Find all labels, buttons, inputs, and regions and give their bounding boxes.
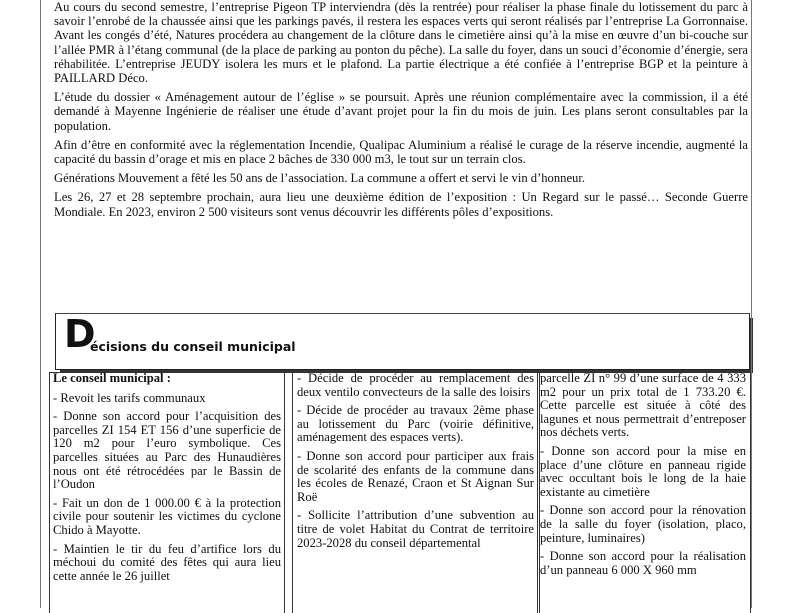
decision-item: - Donne son accord pour la réalisation d’un panneau 6 000 X 960 mm [540, 549, 746, 577]
decision-item: - Revoit les tarifs communaux [53, 390, 206, 405]
decision-item: - Décide de procéder au remplacement des deux ventilo convecteurs de la salle des loisirs [297, 372, 534, 399]
article-body [54, 0, 748, 224]
section-title-box [55, 313, 750, 370]
decision-item: - Donne son accord pour l’acquisition des parcelles ZI 154 ET 156 d’une superficie de 120 m2 pour l’euro symbolique. Ces parcelles situées au Parc des Hunaudières nous ont été rétrocédées par le Bassin de l’Oudon [53, 409, 281, 492]
decision-item: - Donne son accord pour participer aux frais de scolarité des enfants de la commune dans les écoles de Renazé, Craon et St Aignan Sur Roë [297, 448, 534, 504]
decisions-column-3 [540, 372, 746, 612]
paragraph-exhibition: Les 26, 27 et 28 septembre prochain, aura lieu une deuxième édition de l’exposition : Un Regard sur le passé… Seconde Guerre Mondiale. En 2023, environ 2 500 visiteurs sont venus découvrir les différents pôles d’expositions. [54, 190, 748, 219]
decision-item: - Maintien le tir du feu d’artifice lors du méchoui du comité des fêtes qui aura lieu cette année le 26 juillet [53, 541, 281, 583]
decisions-column-2 [297, 372, 534, 612]
paragraph-generations: Générations Mouvement a fêté les 50 ans de l’association. La commune a offert et servi le vin d’honneur. [54, 171, 585, 186]
decision-item: - Sollicite l’attribution d’une subvention au titre de volet Habitat du Contrat de territoire 2023-2028 du conseil départemental [297, 508, 534, 550]
decision-item: - Fait un don de 1 000.00 € à la protection civile pour soutenir les victimes du cyclone Chido à Mayotte. [53, 495, 281, 537]
paragraph-works: Au cours du second semestre, l’entreprise Pigeon TP interviendra (dès la rentrée) pour réaliser la phase finale du lotissement du parc à savoir l’enrobé de la chaussée ainsi que les parkings pavés, il restera les espaces verts qui seront réalisés par l’entreprise La Gorronnaise. Avant les congés d’été, Natures procédera au changement de la clôture dans le cimetière ainsi qu’à la mise en œuvre d’un bi-couche sur l’allée PMR à l’étang communal (de la place de parking au ponton du pêche). La salle du foyer, dans un souci d’économie d’énergie, sera réhabilitée. L’entreprise JEUDY isolera les murs et le plafond. La partie électrique a été confiée à l’entreprise BGP et la peinture à PAILLARD Déco. [54, 0, 748, 86]
decisions-column-1 [53, 372, 281, 612]
decision-item-continued: parcelle ZI n° 99 d’une surface de 4 333 m2 pour un prix total de 1 733.20 €. Cette parcelle est située à côté des lagunes et nous permettrait d’entreposer nos déchets verts. [540, 372, 746, 440]
section-dropcap: D [64, 312, 96, 356]
paragraph-fire-safety: Afin d’être en conformité avec la réglementation Incendie, Qualipac Aluminium a réalisé le curage de la réserve incendie, augmenté la capacité du bassin d’orage et mis en place 2 bâches de 330 000 m3, le tout sur un terrain clos. [54, 137, 748, 167]
decision-item: - Donne son accord pour la mise en place d’une clôture en panneau rigide avec occultant bois le long de la haie existante au cimetière [540, 443, 746, 499]
decision-item: - Décide de procéder au travaux 2ème phase au lotissement du Parc (voirie définitive, aménagement des espaces verts). [297, 403, 534, 445]
section-title: écisions du conseil municipal [90, 339, 296, 354]
paragraph-church-study: L’étude du dossier « Aménagement autour de l’église » se poursuit. Après une réunion complémentaire avec la commission, il a été demandé à Mayenne Ingénierie de réaliser une étude d’avant projet pour la fin du mois de juin. Les plans seront consultables par la population. [54, 90, 748, 133]
council-heading: Le conseil municipal : [53, 372, 171, 385]
decision-item: - Donne son accord pour la rénovation de la salle du foyer (isolation, placo, peinture, luminaires) [540, 503, 746, 545]
